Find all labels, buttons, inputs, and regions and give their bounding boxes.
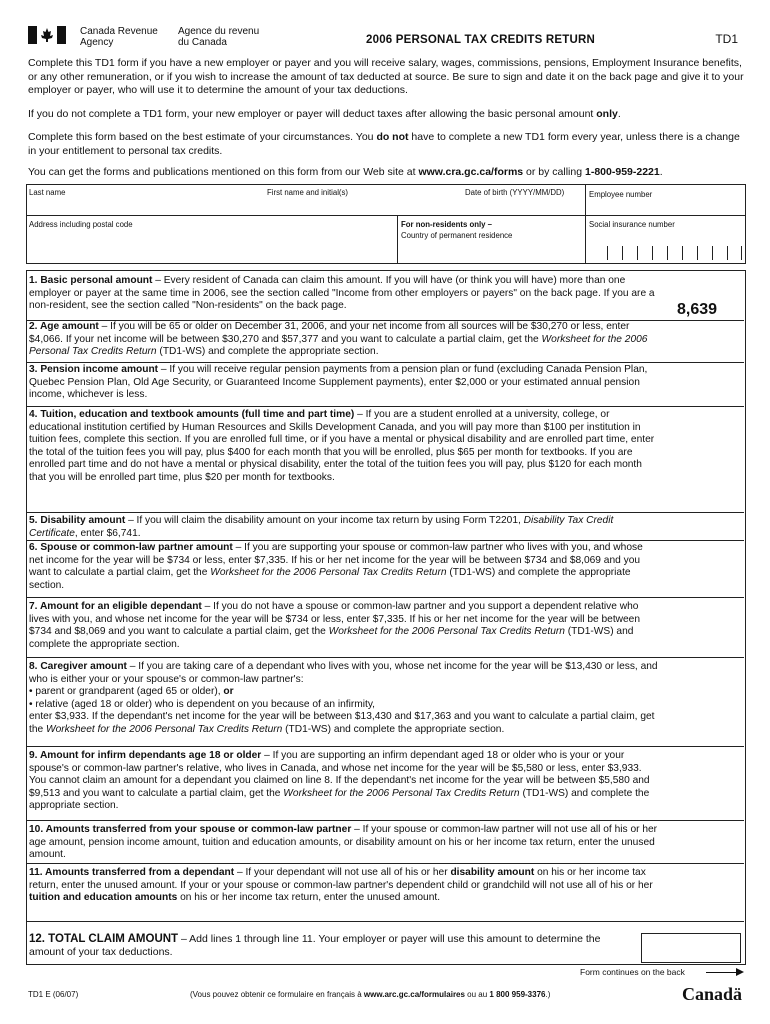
continue-arrow-icon — [706, 972, 738, 973]
cra-forms-link: www.cra.gc.ca/forms — [418, 166, 524, 178]
canada-wordmark-logo: Canadä — [682, 984, 743, 1004]
sin-field[interactable]: Social insurance number — [589, 220, 675, 229]
line-1-amount-value[interactable]: 8,639 — [677, 301, 718, 318]
cra-phone-number: 1-800-959-2221 — [585, 166, 660, 178]
sin-digit-boxes[interactable] — [607, 246, 741, 260]
intro-paragraph-1: Complete this TD1 form if you have a new employer or payer and you will receive salary, wages, commissions, pensions, Employment Insurance benefits, or any other remuneration, or if you wish to increase the amount of tax deducted at source. Be sure to sign and date it on the back page and give it to your employer or payer, who will use it to determine the amount of your tax deductions. — [28, 57, 744, 96]
intro-paragraph-2: If you do not complete a TD1 form, your new employer or payer will deduct taxes after allowing the basic personal amount only. — [28, 108, 621, 120]
agency-name-english: Canada Revenue Agency — [80, 26, 158, 48]
first-name-field[interactable]: First name and initial(s) — [267, 188, 349, 197]
french-version-note: (Vous pouvez obtenir ce formulaire en français à www.arc.gc.ca/formulaires ou au 1 800 959-3376.) — [190, 990, 551, 999]
intro-paragraph-3: Complete this form based on the best estimate of your circumstances. You do not have to complete a new TD1 form every year, unless there is a change in your entitlement to personal tax credits. — [28, 131, 740, 157]
form-code: TD1 E (06/07) — [28, 990, 79, 999]
line-5-disability: 5. Disability amount – If you will claim the disability amount on your income tax return by using Form T2201, Disability Tax Credit Certificate, enter $6,741. — [29, 515, 614, 539]
total-claim-amount-box[interactable] — [641, 933, 741, 963]
line-8-caregiver: 8. Caregiver amount – If you are taking care of a dependant who lives with you, whose net income for the year will be $13,430 or less, and who is either your or your spouse's or common-law partner's: • parent or grandparent (aged 65 or older), or • relative (aged 18 or older) who is dependent on you because of an infirmity, enter $3,933. If the dependant's net income for the year will be between $13,430 and $17,363 and you want to calculate a partial claim, get the Worksheet for the 2006 Personal Tax Credits Return (TD1-WS) and complete the appropriate section. — [29, 661, 658, 735]
line-2-age-amount: 2. Age amount – If you will be 65 or older on December 31, 2006, and your net income from all sources will be $30,270 or less, enter $4,066. If your net income will be between $30,270 and $57,377 and you want to calculate a partial claim, get the Worksheet for the 2006 Personal Tax Credits Return (TD1-WS) and complete the appropriate section. — [29, 321, 648, 357]
date-of-birth-field[interactable]: Date of birth (YYYY/MM/DD) — [465, 188, 565, 197]
arrowhead-icon — [736, 968, 744, 976]
form-header — [28, 24, 744, 52]
claim-amounts-table — [26, 270, 746, 965]
canada-flag-icon — [28, 26, 66, 44]
line-9-infirm-dependants: 9. Amount for infirm dependants age 18 or older – If you are supporting an infirm dependant aged 18 or older who is your or your spouse's or common-law partner's relative, who lives in Canada, and whose net income for the year will be $5,580 or less, enter $3,933. You cannot claim an amount for a dependant you claimed on line 8. If the dependant's net income for the year will be between $5,580 and $9,513 and you want to calculate a partial claim, get the Worksheet for the 2006 Personal Tax Credits Return (TD1-WS) and complete the appropriate section. — [29, 750, 650, 811]
form-id: TD1 — [715, 32, 738, 46]
identification-box — [26, 184, 746, 264]
line-1-basic-personal: 1. Basic personal amount – Every resident of Canada can claim this amount. If you will have (or think you will have) more than one employer or payer at the same time in 2006, see the section called "Income from other employers or payers" on the back page. If you are a non-resident, see the section called "Non-residents" on the back page. — [29, 275, 655, 311]
line-10-spouse-transfer: 10. Amounts transferred from your spouse or common-law partner – If your spouse or common-law partner will not use all of his or her age amount, pension income amount, tuition and education amounts, or disability amount on his or her income tax return, enter the unused amount. — [29, 824, 658, 860]
line-12-total-claim: 12. TOTAL CLAIM AMOUNT – Add lines 1 through line 11. Your employer or payer will use this amount to determine the amount of your tax deductions. — [29, 933, 601, 958]
form-continues-label: Form continues on the back — [580, 967, 685, 977]
employee-number-field[interactable]: Employee number — [589, 190, 653, 199]
country-residence-field[interactable]: Country of permanent residence — [401, 231, 513, 240]
intro-paragraph-4: You can get the forms and publications mentioned on this form from our Web site at www.cra.gc.ca/forms or by calling 1-800-959-2221. — [28, 166, 663, 178]
last-name-field[interactable]: Last name — [29, 188, 66, 197]
line-7-eligible-dependant: 7. Amount for an eligible dependant – If you do not have a spouse or common-law partner and you support a dependent relative who lives with you, and whose net income for the year will be $734 or less, enter $7,335. If his or her net income for the year will be between $734 and $8,069 and you want to calculate a partial claim, get the Worksheet for the 2006 Personal Tax Credits Return (TD1-WS) and complete the appropriate section. — [29, 601, 641, 650]
line-4-tuition: 4. Tuition, education and textbook amounts (full time and part time) – If you are a student enrolled at a university, college, or educational institution certified by Human Resources and Skills Development Canada, and you will pay more than $100 per institution in tuition fees, complete this section. If you are enrolled full time, or if you have a mental or physical disability and are enrolled part time, enter the total of the tuition fees you will pay, plus $400 for each month that you will be enrolled, plus $65 per month for textbooks. If you are enrolled part time and do not have a mental or physical disability, enter the total of the tuition fees you will pay, plus $120 for each month that you will be enrolled part time, plus $20 per month for textbooks. — [29, 409, 655, 483]
line-11-dependant-transfer: 11. Amounts transferred from a dependant – If your dependant will not use all of his or her disability amount on his or her income tax return, enter the unused amount. If your or your spouse or common-law partner's dependent child or grandchild will not use all of his or her tuition and education amounts on his or her income tax return, enter the unused amount. — [29, 867, 653, 903]
agency-name-french: Agence du revenu du Canada — [178, 26, 260, 48]
address-field[interactable]: Address including postal code — [29, 220, 133, 229]
line-6-spouse-amount: 6. Spouse or common-law partner amount – If you are supporting your spouse or common-law partner who lives with you, and whose net income for the year will be $734 or less, enter $7,335. If his or her net income for the year will be between $734 and $8,069 and you want to calculate a partial claim, get the Worksheet for the 2006 Personal Tax Credits Return (TD1-WS) and complete the appropriate section. — [29, 542, 643, 591]
form-title: 2006 PERSONAL TAX CREDITS RETURN — [366, 34, 595, 46]
line-3-pension-income: 3. Pension income amount – If you will receive regular pension payments from a pension plan or fund (excluding Canada Pension Plan, Quebec Pension Plan, Old Age Security, or Guaranteed Income Supplement payments), enter $2,000 or your estimated annual pension income, whichever is less. — [29, 364, 648, 400]
nonresident-label: For non-residents only – — [401, 220, 492, 229]
